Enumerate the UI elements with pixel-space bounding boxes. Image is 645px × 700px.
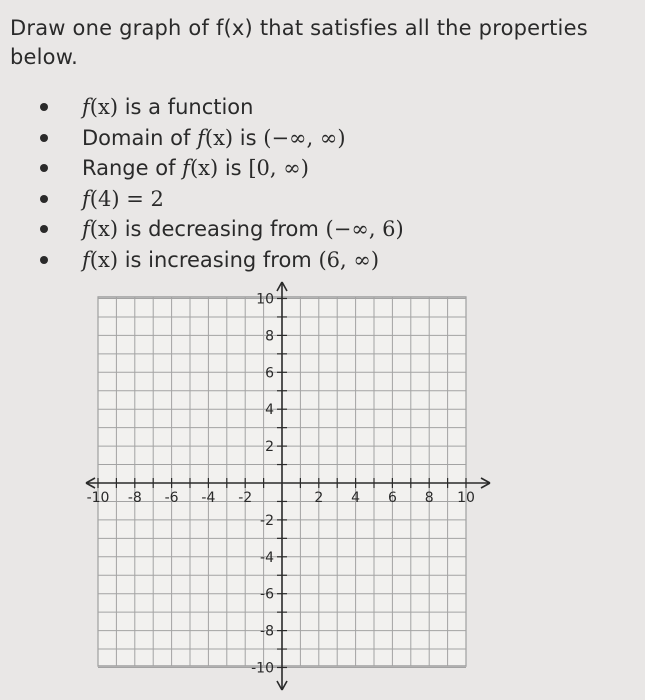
property-text: (−∞, 6) — [325, 217, 404, 241]
property-text: [0, ∞) — [248, 156, 309, 180]
x-tick-label: -8 — [127, 490, 142, 506]
x-tick-label: 10 — [457, 490, 475, 506]
x-tick-label: 4 — [351, 490, 361, 506]
y-tick-label: -4 — [260, 549, 274, 566]
y-tick-label: 6 — [265, 365, 274, 382]
y-tick-label: 8 — [265, 328, 274, 345]
property-text: Range of — [82, 156, 183, 180]
property-text: (−∞, ∞) — [263, 125, 346, 150]
x-tick-label: -10 — [86, 490, 110, 506]
property-text: is decreasing from — [118, 217, 326, 241]
x-tick-label: 2 — [314, 490, 324, 506]
y-tick-label: -6 — [260, 586, 274, 603]
y-tick-label: 2 — [265, 439, 274, 456]
property-text: (4) = 2 — [89, 186, 164, 211]
property-text: is — [218, 156, 249, 180]
y-tick-label: 10 — [256, 291, 274, 308]
x-tick-label: -6 — [164, 490, 179, 506]
y-tick-label: -2 — [260, 512, 274, 529]
property-text: Domain of — [82, 125, 198, 150]
property-text: (x) — [204, 125, 234, 150]
property-text: is increasing from — [118, 247, 319, 272]
x-tick-label: 8 — [424, 490, 434, 506]
x-tick-label: 6 — [387, 490, 397, 506]
property-text: f — [82, 186, 90, 211]
property-text: f — [82, 247, 90, 272]
problem-prompt: Draw one graph of f(x) that satisfies all the properties below. — [10, 16, 588, 69]
y-tick-label: -8 — [260, 623, 274, 640]
property-text: f — [82, 217, 90, 241]
property-text: (x) — [189, 156, 219, 180]
property-text: (6, ∞) — [318, 247, 380, 272]
y-tick-label: 4 — [265, 402, 274, 419]
property-text: is a function — [118, 95, 254, 119]
property-text: (x) — [89, 217, 119, 241]
x-tick-label: -4 — [201, 490, 216, 506]
property-text: f — [197, 125, 205, 150]
y-tick-label: -10 — [251, 660, 274, 677]
property-text: is — [233, 125, 264, 150]
property-text: f — [182, 156, 190, 180]
property-text: f — [82, 95, 90, 119]
x-tick-label: -2 — [238, 490, 253, 506]
property-text: (x) — [89, 247, 119, 272]
property-text: (x) — [89, 95, 119, 119]
